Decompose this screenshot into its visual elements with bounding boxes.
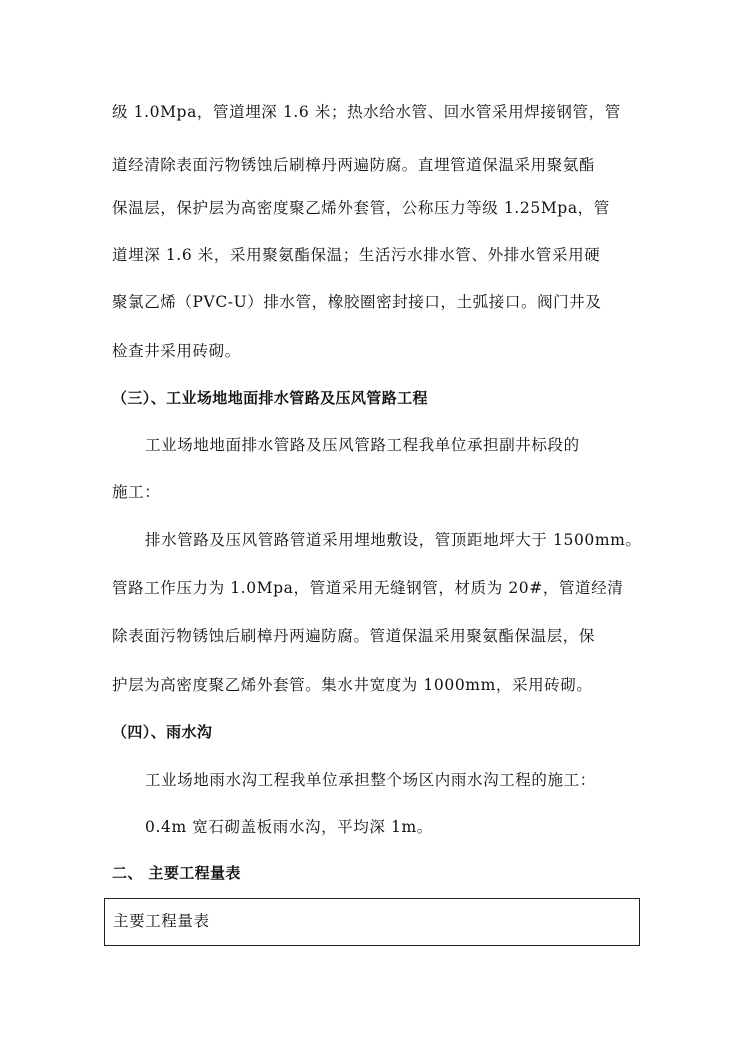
section-3-body-line-3: 除表面污物锈蚀后刷樟丹两遍防腐。管道保温采用聚氨酯保温层，保 [112,627,596,645]
section-4-line-2: 0.4m 宽石砌盖板雨水沟，平均深 1m。 [145,818,433,836]
paragraph-1-line-4: 道埋深 1.6 米，采用聚氨酯保温；生活污水排水管、外排水管采用硬 [112,246,601,264]
section-2-heading: 二、 主要工程量表 [112,864,241,882]
engineering-quantity-table [104,898,640,946]
section-4-line-1: 工业场地雨水沟工程我单位承担整个场区内雨水沟工程的施工： [145,771,596,789]
section-3-intro-line-1: 工业场地地面排水管路及压风管路工程我单位承担副井标段的 [145,436,580,454]
section-4-heading: （四）、雨水沟 [112,723,213,741]
section-3-body-line-4: 护层为高密度聚乙烯外套管。集水井宽度为 1000mm，采用砖砌。 [112,676,593,694]
section-3-intro-line-2: 施工： [112,483,161,501]
paragraph-1-line-5: 聚氯乙烯（PVC-U）排水管，橡胶圈密封接口，土弧接口。阀门井及 [112,293,602,311]
paragraph-1-line-2: 道经清除表面污物锈蚀后刷樟丹两遍防腐。直埋管道保温采用聚氨酯 [112,156,596,174]
paragraph-1-line-6: 检查井采用砖砌。 [112,342,241,360]
section-3-body-line-2: 管路工作压力为 1.0Mpa，管道采用无缝钢管，材质为 20#，管道经清 [112,579,624,597]
section-3-body-line-1: 排水管路及压风管路管道采用埋地敷设，管顶距地坪大于 1500mm。 [145,531,642,549]
section-3-heading: （三）、工业场地地面排水管路及压风管路工程 [112,389,428,407]
paragraph-1-line-1: 级 1.0Mpa，管道埋深 1.6 米；热水给水管、回水管采用焊接钢管，管 [112,103,621,121]
paragraph-1-line-3: 保温层，保护层为高密度聚乙烯外套管，公称压力等级 1.25Mpa，管 [112,199,610,217]
table-cell-title: 主要工程量表 [113,912,210,930]
